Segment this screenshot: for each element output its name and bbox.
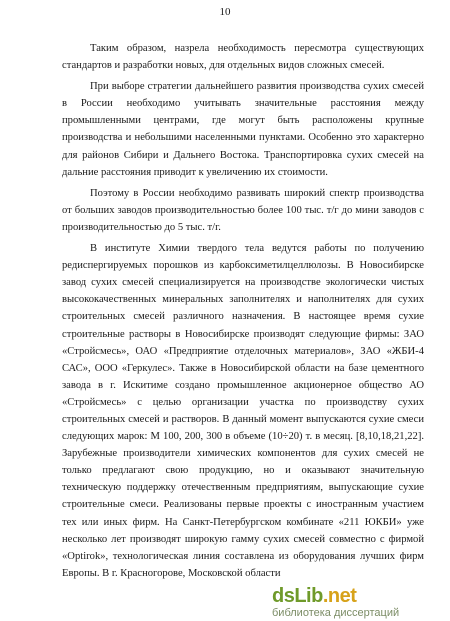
logo-main: dsLib xyxy=(272,585,323,607)
paragraph-1: Таким образом, назрела необходимость пересмотра существующих стандартов и разработки новых, для отдельных видов сложных смесей. xyxy=(62,43,424,72)
paragraph-4: В институте Химии твердого тела ведутся работы по получению редиспергируемых порошков из карбоксиметилцеллюлозы. В Новосибирске завод сухих смесей специализируется на производстве экологически чистых высококачественных минеральных заполнителях и наполнителях для сухих строительных смесей различного назначения. В настоящее время сухие строительные растворы в Новосибирске производят следующие фирмы: ЗАО «Стройсмесь», ОАО «Предприятие отделочных материалов», ЗАО «ЖБИ-4 САС», ООО «Геркулес». Также в Новосибирской области на базе цементного завода в г. Искитиме создано промышленное акционерное общество АО «Стройсмесь» с целью организации участка по производству сухих строительных смесей и растворов. В данный момент выпускаются сухие смеси следующих марок: М 100, 200, 300 в объеме (10÷20) т. в месяц. [8,10,18,21,22]. Зарубежные производители химических компонентов для сухих смесей не только предлагают свою продукцию, но и оказывают значительную техническую поддержку отечественным предприятиям, выпускающие сухие строительные смеси. Реализованы первые проекты с иностранным участием тех или иных фирм. На Санкт-Петербургском комбинате «211 ЮКБИ» уже несколько лет производят широкую гамму сухих смесей совместно с фирмой «Optirok», технологическая линия составлена из оборудования лучших фирм Европы. В г. Красногорове, Московской области xyxy=(62,243,424,579)
paragraph-3: Поэтому в России необходимо развивать широкий спектр производства от больших заводов производительностью более 100 тыс. т/г до мини заводов с производительностью до 5 тыс. т/г. xyxy=(62,187,424,233)
logo-accent: .net xyxy=(322,585,357,607)
watermark-tagline: библиотека диссертаций xyxy=(272,607,400,619)
watermark-logo xyxy=(264,581,442,621)
page-number: 10 xyxy=(219,6,231,18)
watermark-logo-text xyxy=(272,585,356,608)
paragraph-2: При выборе стратегии дальнейшего развития производства сухих смесей в России необходимо учитывать значительные расстояния между промышленными центрами, где могут быть расположены крупные производства и небольшими населенными пунктами. Особенно это характерно для районов Сибири и Дальнего Востока. Транспортировка сухих смесей на дальние расстояния приводит к увеличению их стоимости. xyxy=(62,81,424,178)
document-body xyxy=(62,40,424,582)
